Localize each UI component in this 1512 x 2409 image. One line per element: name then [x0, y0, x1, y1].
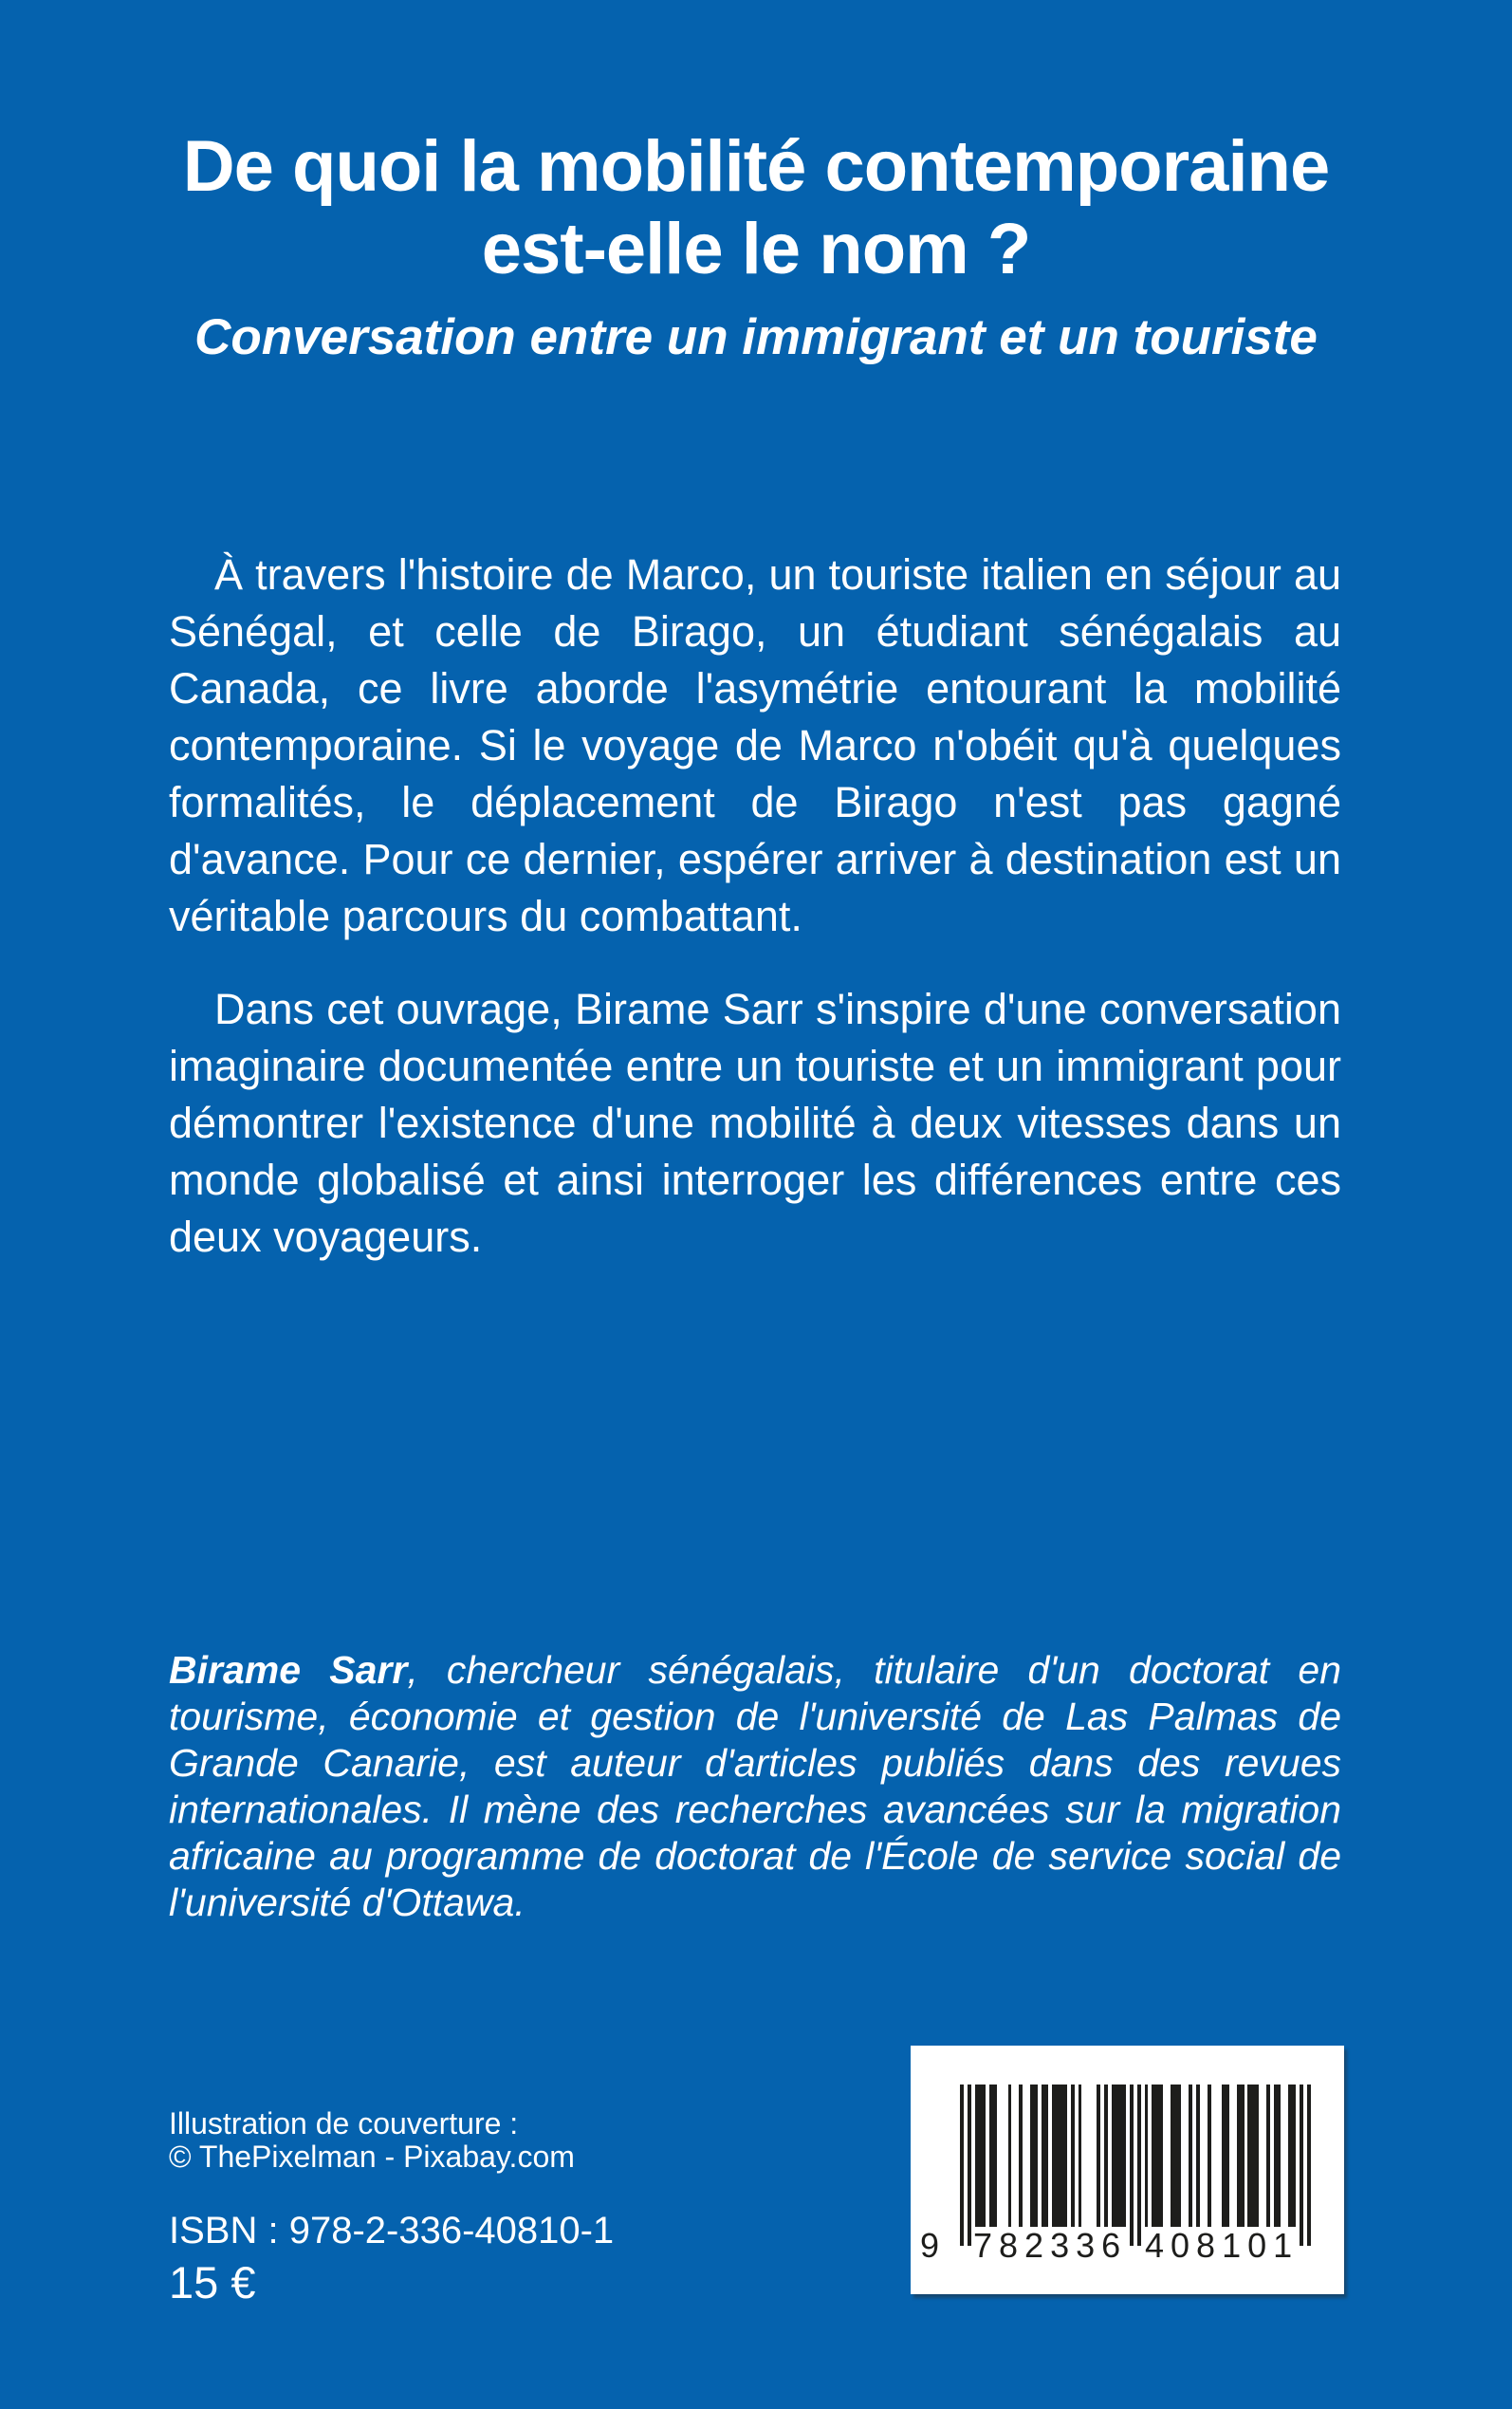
book-subtitle: Conversation entre un immigrant et un touriste — [194, 309, 1318, 365]
author-bio-text: , chercheur sénégalais, titulaire d'un doctorat en tourisme, économie et gestion de l'université de Las Palmas de Grande Canarie, est auteur d'articles publiés dans des revues internationales. Il mène des recherches avancées sur la migration africaine au programme de doctorat de l'École de service social de l'université d'Ottawa. — [169, 1648, 1341, 1924]
barcode-prefix-digit: 9 — [920, 2226, 940, 2265]
synopsis-paragraph-1: À travers l'histoire de Marco, un touriste italien en séjour au Sénégal, et celle de Birago, un étudiant sénégalais au Canada, ce livre aborde l'asymétrie entourant la mobilité contemporaine. Si le voyage de Marco n'obéit qu'à quelques formalités, le déplacement de Birago n'est pas gagné d'avance. Pour ce dernier, espérer arriver à destination est un véritable parcours du combattant. — [169, 550, 1341, 940]
synopsis — [169, 547, 1341, 1266]
barcode-bars — [960, 2085, 1311, 2246]
book-title-line-1: De quoi la mobilité contemporaine — [182, 126, 1330, 207]
barcode-digits-right: 408101 — [1145, 2226, 1300, 2265]
book-title — [0, 125, 1512, 290]
cover-illustration-credit — [169, 2107, 575, 2174]
author-name: Birame Sarr — [169, 1648, 408, 1692]
author-bio — [169, 1647, 1341, 1926]
book-title-line-2: est-elle le nom ? — [481, 209, 1031, 289]
barcode-digits-left: 782336 — [973, 2226, 1128, 2265]
credit-line-2: © ThePixelman - Pixabay.com — [169, 2140, 575, 2174]
barcode — [911, 2046, 1344, 2294]
credit-line-1: Illustration de couverture : — [169, 2106, 519, 2140]
isbn: ISBN : 978-2-336-40810-1 — [169, 2210, 615, 2251]
synopsis-paragraph-2: Dans cet ouvrage, Birame Sarr s'inspire d'une conversation imaginaire documentée entre un touriste et un immigrant pour démontrer l'existence d'une mobilité à deux vitesses dans un monde globalisé et ainsi interroger les différences entre ces deux voyageurs. — [169, 985, 1341, 1261]
price: 15 € — [169, 2257, 256, 2307]
